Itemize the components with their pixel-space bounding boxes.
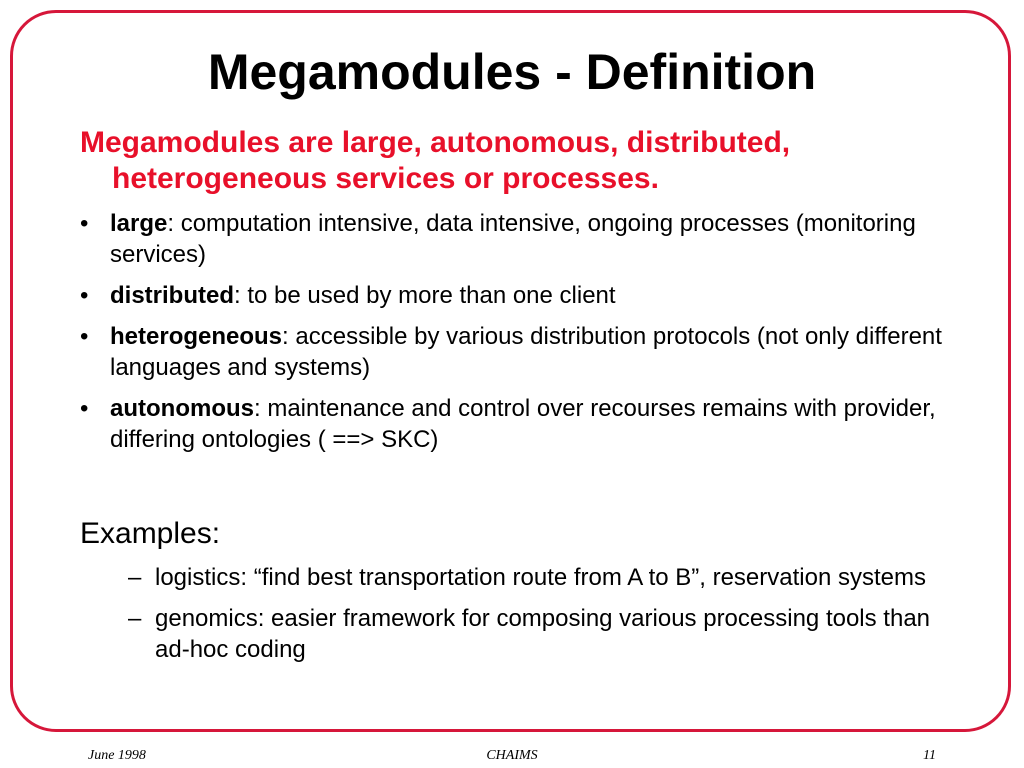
definition-text: : to be used by more than one client <box>234 282 616 309</box>
bullet-icon: • <box>80 282 89 309</box>
lead-statement: Megamodules are large, autonomous, distributed, heterogeneous services or processes. <box>80 126 791 195</box>
definition-text: : accessible by various distribution protocols (not only different languages and systems) <box>110 323 942 381</box>
definition-text: : maintenance and control over recourses remains with provider, differing ontologies ( ==> SKC) <box>110 395 936 453</box>
footer-project: CHAIMS <box>486 748 538 763</box>
example-item-genomics <box>128 603 958 665</box>
definition-list <box>80 208 960 465</box>
bullet-icon: • <box>80 210 89 237</box>
example-item-logistics <box>128 562 958 593</box>
example-text: genomics: easier framework for composing various processing tools than ad-hoc coding <box>155 605 931 663</box>
example-text: logistics: “find best transportation route from A to B”, reservation systems <box>155 564 926 591</box>
slide-title: Megamodules - Definition <box>207 44 817 100</box>
definition-term: distributed <box>110 282 234 309</box>
bullet-icon: • <box>80 395 89 422</box>
footer-page-number: 11 <box>923 748 936 763</box>
definition-term: heterogeneous <box>110 323 283 350</box>
definition-text: : computation intensive, data intensive, ongoing processes (monitoring services) <box>110 210 916 268</box>
bullet-icon: • <box>80 323 89 350</box>
definition-item-heterogeneous <box>80 321 960 383</box>
definition-term: autonomous <box>110 395 254 422</box>
footer-date: June 1998 <box>88 748 146 763</box>
examples-heading: Examples: <box>80 517 221 550</box>
definition-term: large <box>110 210 168 237</box>
dash-icon: – <box>128 605 142 632</box>
definition-item-distributed <box>80 280 960 311</box>
definition-item-autonomous <box>80 393 960 455</box>
examples-list <box>128 562 958 675</box>
definition-item-large <box>80 208 960 270</box>
dash-icon: – <box>128 564 142 591</box>
